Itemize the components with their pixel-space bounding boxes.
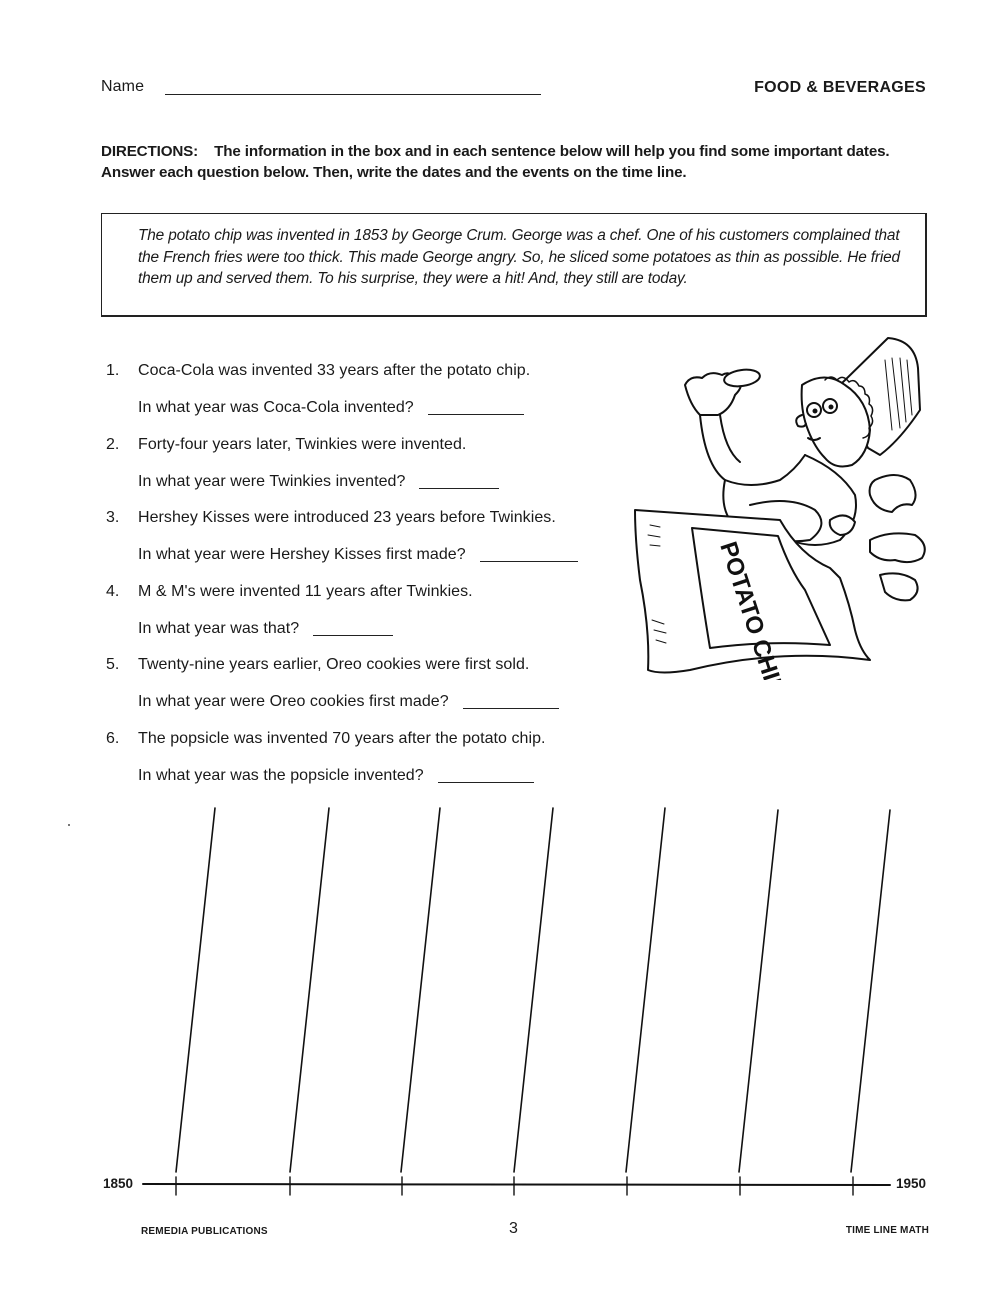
question-prompt: In what year were Oreo cookies first made? [138,693,449,710]
page-number: 3 [509,1220,518,1237]
directions [101,141,931,183]
question-prompt-row [138,546,578,564]
timeline [0,790,1000,1200]
question-prompt-row [138,620,393,638]
question-statement: The popsicle was invented 70 years after the potato chip. [138,730,546,747]
timeline-ticks [176,1177,853,1195]
answer-field-2[interactable] [419,474,499,489]
answer-field-5[interactable] [463,694,559,709]
story-box [101,213,927,317]
scan-speck [68,824,70,826]
question-number: 2. [106,436,120,453]
question-statement: Coca-Cola was invented 33 years after the potato chip. [138,362,531,379]
question-prompt: In what year was the popsicle invented? [138,767,424,784]
timeline-axis [143,1184,890,1185]
timeline-entry-lines [176,808,890,1172]
name-input-line[interactable] [165,94,541,95]
directions-label: DIRECTIONS: [101,143,199,160]
question-prompt-row [138,473,499,491]
question-statement: Hershey Kisses were introduced 23 years before Twinkies. [138,509,556,526]
question-prompt-row [138,767,534,785]
answer-field-3[interactable] [480,547,578,562]
timeline-end-label: 1950 [896,1176,927,1191]
svg-text:POTATO CHIPS: POTATO CHIPS [714,538,795,680]
chef-illustration [630,330,940,680]
answer-field-6[interactable] [438,768,534,783]
potato-chips-bag-icon [635,510,870,680]
footer-publisher: REMEDIA PUBLICATIONS [141,1226,268,1237]
question-number: 4. [106,583,120,600]
story-text: The potato chip was invented in 1853 by George Crum. George was a chef. One of his customers complained that the French fries were too thick. This made George angry. So, he sliced some potatoes as thin as possible. He fried them up and served them. To his surprise, they were a hit! And, they still are today. [138,227,900,287]
directions-text: The information in the box and in each sentence below will help you find some important dates. Answer each question below. Then, write the dates and the events on the time line. [101,143,890,181]
question-number: 1. [106,362,120,379]
footer-series: TIME LINE MATH [845,1225,929,1236]
question-prompt-row [138,693,559,711]
question-prompt: In what year were Twinkies invented? [138,473,406,490]
question-number: 3. [106,509,120,526]
question-prompt: In what year was that? [138,620,300,637]
chef-arm-icon [685,368,805,485]
question-statement: Forty-four years later, Twinkies were invented. [138,436,467,453]
question-prompt: In what year was Coca-Cola invented? [138,399,414,416]
name-label: Name [101,78,145,95]
question-statement: M & M's were invented 11 years after Twinkies. [138,583,473,600]
potato-chip-icon [830,475,925,600]
question-statement: Twenty-nine years earlier, Oreo cookies were first sold. [138,656,530,673]
question-prompt: In what year were Hershey Kisses first made? [138,546,466,563]
section-title: FOOD & BEVERAGES [754,79,926,96]
timeline-start-label: 1850 [103,1176,134,1191]
question-number: 6. [106,730,120,747]
question-number: 5. [106,656,120,673]
answer-field-1[interactable] [428,400,524,415]
question-prompt-row [138,399,524,417]
answer-field-4[interactable] [313,621,393,636]
